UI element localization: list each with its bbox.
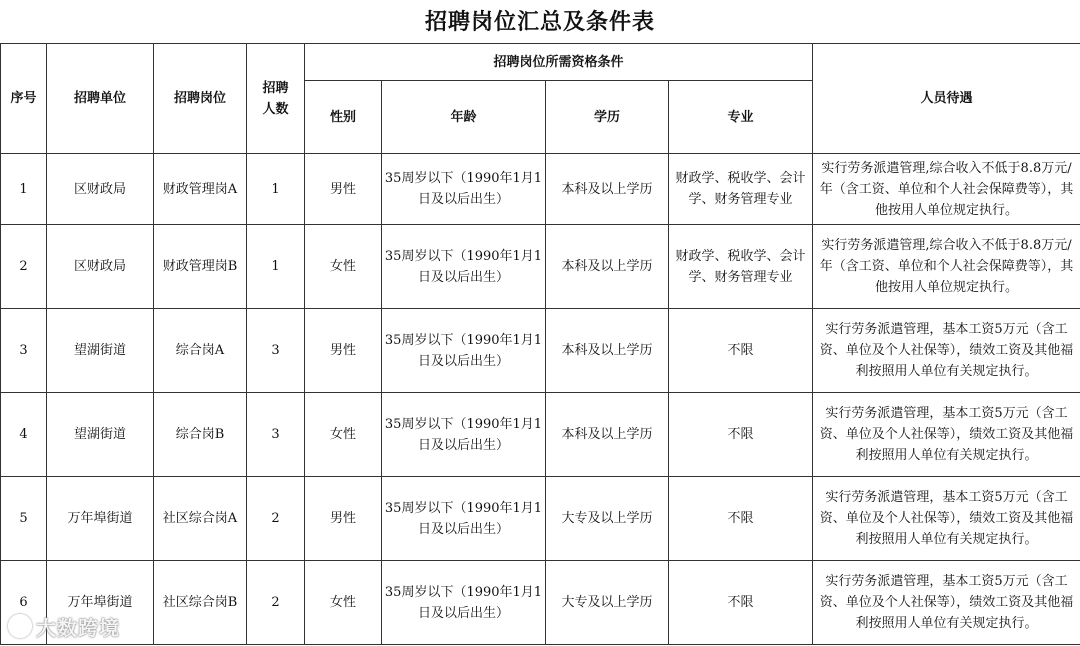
header-major: 专业 [669,81,813,154]
cell-education: 本科及以上学历 [546,225,669,309]
cell-gender: 女性 [305,393,382,477]
cell-count: 3 [247,393,305,477]
cell-unit: 万年埠街道 [47,561,154,645]
header-gender: 性别 [305,81,382,154]
watermark-text: 大数跨境 [36,616,120,640]
cell-major: 财政学、税收学、会计学、财务管理专业 [669,225,813,309]
cell-major: 不限 [669,477,813,561]
cell-gender: 男性 [305,309,382,393]
cell-gender: 女性 [305,561,382,645]
table-row [1,154,1080,225]
cell-unit: 望湖街道 [47,309,154,393]
cell-age: 35周岁以下（1990年1月1日及以后出生） [382,309,546,393]
cell-education: 大专及以上学历 [546,561,669,645]
cell-position: 综合岗A [154,309,247,393]
cell-benefits: 实行劳务派遣管理,综合收入不低于8.8万元/年（含工资、单位和个人社会保障费等），其他按用人单位规定执行。 [813,225,1080,309]
cell-unit: 望湖街道 [47,393,154,477]
cell-seq: 1 [1,154,47,225]
cell-count: 3 [247,309,305,393]
cell-unit: 万年埠街道 [47,477,154,561]
cell-count: 1 [247,225,305,309]
cell-age: 35周岁以下（1990年1月1日及以后出生） [382,561,546,645]
cell-gender: 男性 [305,477,382,561]
watermark-logo-icon [8,614,32,638]
cell-education: 本科及以上学历 [546,393,669,477]
cell-benefits: 实行劳务派遣管理，基本工资5万元（含工资、单位及个人社保等），绩效工资及其他福利按照用人单位有关规定执行。 [813,309,1080,393]
cell-major: 不限 [669,309,813,393]
cell-age: 35周岁以下（1990年1月1日及以后出生） [382,225,546,309]
header-benefits: 人员待遇 [813,44,1080,154]
cell-gender: 女性 [305,225,382,309]
table-row [1,477,1080,561]
cell-benefits: 实行劳务派遣管理,综合收入不低于8.8万元/年（含工资、单位和个人社会保障费等），其他按用人单位规定执行。 [813,154,1080,225]
cell-seq: 3 [1,309,47,393]
cell-major: 财政学、税收学、会计学、财务管理专业 [669,154,813,225]
cell-count: 2 [247,477,305,561]
cell-unit: 区财政局 [47,154,154,225]
cell-position: 财政管理岗B [154,225,247,309]
cell-gender: 男性 [305,154,382,225]
header-count-line2: 人数 [262,101,289,117]
cell-education: 大专及以上学历 [546,477,669,561]
table-row [1,225,1080,309]
cell-count: 1 [247,154,305,225]
cell-position: 社区综合岗B [154,561,247,645]
cell-benefits: 实行劳务派遣管理，基本工资5万元（含工资、单位及个人社保等），绩效工资及其他福利按照用人单位有关规定执行。 [813,393,1080,477]
table-row [1,393,1080,477]
header-unit: 招聘单位 [47,44,154,154]
header-position: 招聘岗位 [154,44,247,154]
cell-education: 本科及以上学历 [546,309,669,393]
cell-count: 2 [247,561,305,645]
cell-education: 本科及以上学历 [546,154,669,225]
cell-benefits: 实行劳务派遣管理，基本工资5万元（含工资、单位及个人社保等），绩效工资及其他福利按照用人单位有关规定执行。 [813,477,1080,561]
cell-major: 不限 [669,393,813,477]
cell-age: 35周岁以下（1990年1月1日及以后出生） [382,393,546,477]
cell-major: 不限 [669,561,813,645]
watermark [8,612,120,641]
header-qualifications: 招聘岗位所需资格条件 [305,44,813,81]
cell-position: 综合岗B [154,393,247,477]
table-row [1,561,1080,645]
cell-seq: 4 [1,393,47,477]
cell-seq: 5 [1,477,47,561]
cell-benefits: 实行劳务派遣管理，基本工资5万元（含工资、单位及个人社保等），绩效工资及其他福利按照用人单位有关规定执行。 [813,561,1080,645]
header-age: 年龄 [382,81,546,154]
header-row-top [1,44,1080,81]
cell-position: 社区综合岗A [154,477,247,561]
cell-seq: 6 [1,561,47,645]
header-count-line1: 招聘 [262,80,289,96]
page-title: 招聘岗位汇总及条件表 [424,9,655,35]
cell-age: 35周岁以下（1990年1月1日及以后出生） [382,477,546,561]
recruitment-table [0,43,1080,645]
table-row [1,309,1080,393]
header-count [247,44,305,154]
cell-age: 35周岁以下（1990年1月1日及以后出生） [382,154,546,225]
header-seq: 序号 [1,44,47,154]
cell-position: 财政管理岗A [154,154,247,225]
cell-seq: 2 [1,225,47,309]
cell-unit: 区财政局 [47,225,154,309]
header-education: 学历 [546,81,669,154]
